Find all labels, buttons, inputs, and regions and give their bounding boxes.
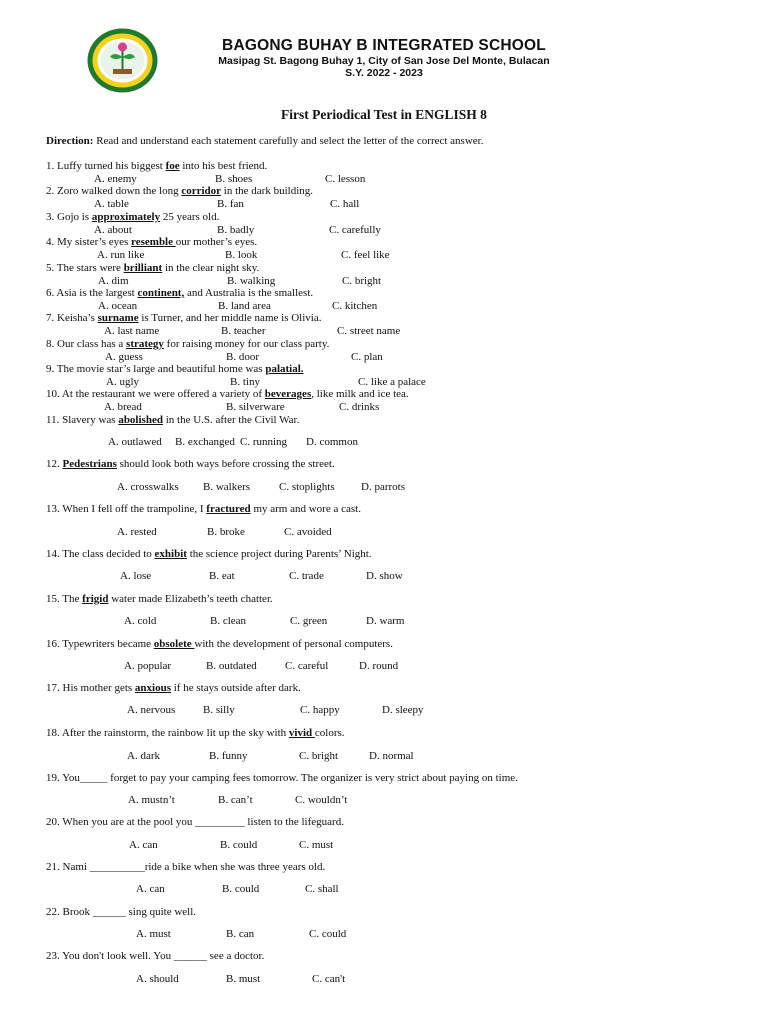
- question-text: 10. At the restaurant we were offered a variety of: [46, 388, 265, 400]
- question-10: [46, 388, 409, 401]
- question-text: 1. Luffy turned his biggest: [46, 160, 166, 172]
- key-word: abolished: [118, 414, 163, 426]
- question-8: [46, 338, 329, 351]
- question-18: [46, 727, 345, 740]
- answer-choice: A. table: [94, 198, 129, 210]
- question-text: , like milk and ice tea.: [311, 388, 409, 400]
- question-text: 7. Keisha’s: [46, 312, 98, 324]
- answer-choice: B. land area: [218, 300, 271, 312]
- direction-text: Read and understand each statement carefully and select the letter of the correct answer.: [93, 135, 484, 147]
- answer-choice: B. teacher: [221, 325, 266, 337]
- question-5: [46, 262, 259, 275]
- question-text: 17. His mother gets: [46, 682, 135, 694]
- key-word: exhibit: [154, 548, 187, 560]
- answer-choice: A. dim: [98, 275, 129, 287]
- question-9: [46, 363, 304, 376]
- school-year: S.Y. 2022 - 2023: [345, 67, 423, 79]
- answer-choice: A. cold: [124, 615, 157, 627]
- answer-choice: A. ocean: [98, 300, 138, 312]
- answer-choice: C. could: [309, 928, 347, 940]
- answer-choice: D. common: [306, 436, 358, 448]
- key-word: beverages: [264, 388, 312, 400]
- question-text: 3. Gojo is: [46, 211, 92, 223]
- question-text: if he stays outside after dark.: [171, 682, 301, 694]
- key-word: obsolete: [153, 638, 195, 650]
- question-20: [46, 816, 344, 829]
- question-text: should look both ways before crossing the street.: [116, 458, 335, 470]
- answer-choice: C. feel like: [341, 249, 390, 261]
- question-text: in the dark building.: [221, 185, 314, 197]
- answer-choice: C. plan: [351, 351, 383, 363]
- question-text: 14. The class decided to: [46, 548, 155, 560]
- answer-choice: C. shall: [305, 883, 339, 895]
- answer-choice: B. exchanged: [175, 436, 235, 448]
- question-7: [46, 312, 321, 325]
- answer-choice: B. walking: [227, 275, 276, 287]
- key-word: Pedestrians: [62, 458, 117, 470]
- question-6: [46, 287, 313, 300]
- answer-choice: D. round: [359, 660, 399, 672]
- question-text: 4. My sister’s eyes: [46, 236, 132, 248]
- key-word: strategy: [126, 338, 164, 350]
- question-text: the science project during Parents’ Night.: [186, 548, 372, 560]
- school-address: Masipag St. Bagong Buhay 1, City of San Jose Del Monte, Bulacan: [218, 55, 550, 67]
- question-text: 22. Brook ______ sing quite well.: [46, 906, 197, 918]
- question-14: [46, 548, 372, 561]
- answer-choice: B. outdated: [206, 660, 257, 672]
- answer-choice: B. could: [222, 883, 260, 895]
- key-word: palatial.: [265, 363, 304, 375]
- answer-choice: B. look: [225, 249, 258, 261]
- question-text: 2. Zoro walked down the long: [46, 185, 182, 197]
- question-text: in the clear night sky.: [162, 262, 260, 274]
- answer-choice: C. running: [240, 436, 288, 448]
- answer-choice: D. normal: [369, 750, 414, 762]
- question-text: in the U.S. after the Civil War.: [162, 414, 300, 426]
- answer-choice: C. can't: [312, 973, 346, 985]
- key-word: corridor: [181, 185, 222, 197]
- answer-choice: B. walkers: [203, 481, 251, 493]
- answer-choice: A. nervous: [127, 704, 176, 716]
- key-word: resemble: [131, 236, 176, 248]
- question-11: [46, 414, 299, 427]
- answer-choice: D. parrots: [361, 481, 405, 493]
- answer-choice: A. ugly: [106, 376, 139, 388]
- question-text: 8. Our class has a: [46, 338, 127, 350]
- answer-choice: C. trade: [289, 570, 324, 582]
- question-text: 18. After the rainstorm, the rainbow lit up the sky with: [46, 727, 289, 739]
- answer-choice: C. drinks: [339, 401, 380, 413]
- answer-choice: B. broke: [207, 526, 245, 538]
- answer-choice: A. bread: [104, 401, 142, 413]
- answer-choice: B. could: [220, 839, 258, 851]
- answer-choice: B. tiny: [230, 376, 260, 388]
- key-word: approximately: [91, 211, 161, 223]
- question-13: [46, 503, 361, 516]
- answer-choice: C. bright: [299, 750, 339, 762]
- question-text: is Turner, and her middle name is Olivia.: [138, 312, 322, 324]
- answer-choice: C. street name: [337, 325, 401, 337]
- answer-choice: B. badly: [217, 224, 255, 236]
- answer-choice: A. can: [136, 883, 165, 895]
- question-text: and Australia is the smallest.: [184, 287, 314, 299]
- question-15: [46, 593, 273, 606]
- answer-choice: B. shoes: [215, 173, 253, 185]
- question-text: 23. You don't look well. You ______ see a doctor.: [46, 950, 265, 962]
- key-word: foe: [165, 160, 180, 172]
- question-text: our mother’s eyes.: [175, 236, 258, 248]
- answer-choice: C. happy: [300, 704, 340, 716]
- question-text: 5. The stars were: [46, 262, 124, 274]
- question-text: 19. You_____ forget to pay your camping fees tomorrow. The organizer is very strict about paying on time.: [46, 772, 518, 784]
- question-21: [46, 861, 325, 874]
- answer-choice: D. warm: [366, 615, 405, 627]
- key-word: fractured: [206, 503, 251, 515]
- key-word: anxious: [134, 682, 171, 694]
- answer-choice: B. silverware: [226, 401, 285, 413]
- answer-choice: C. carefully: [329, 224, 381, 236]
- answer-choice: D. sleepy: [382, 704, 424, 716]
- test-title: First Periodical Test in ENGLISH 8: [281, 107, 487, 122]
- answer-choice: C. lesson: [325, 173, 366, 185]
- answer-choice: A. dark: [127, 750, 160, 762]
- question-text: my arm and wore a cast.: [250, 503, 361, 515]
- answer-choice: A. must: [136, 928, 171, 940]
- question-text: for raising money for our class party.: [163, 338, 330, 350]
- question-22: [46, 906, 196, 919]
- question-16: [46, 638, 393, 651]
- answer-choice: A. can: [129, 839, 158, 851]
- answer-choice: B. silly: [203, 704, 235, 716]
- answer-choice: A. enemy: [94, 173, 137, 185]
- question-text: 11. Slavery was: [46, 414, 119, 426]
- answer-choice: B. funny: [209, 750, 248, 762]
- answer-choice: C. green: [290, 615, 328, 627]
- key-word: surname: [97, 312, 139, 324]
- answer-choice: A. last name: [104, 325, 160, 337]
- answer-choice: A. about: [94, 224, 132, 236]
- question-text: colors.: [314, 727, 345, 739]
- question-text: water made Elizabeth’s teeth chatter.: [108, 593, 273, 605]
- question-17: [46, 682, 301, 695]
- answer-choice: C. wouldn’t: [295, 794, 348, 806]
- question-23: [46, 950, 264, 963]
- question-text: 9. The movie star’s large and beautiful home was: [46, 363, 266, 375]
- question-text: 20. When you are at the pool you _________ listen to the lifeguard.: [46, 816, 344, 828]
- question-text: 12.: [46, 458, 63, 470]
- answer-choice: C. like a palace: [358, 376, 426, 388]
- answer-choice: D. show: [366, 570, 403, 582]
- key-word: frigid: [82, 593, 109, 605]
- key-word: continent,: [137, 287, 185, 299]
- answer-choice: A. mustn’t: [128, 794, 175, 806]
- answer-choice: B. can’t: [218, 794, 253, 806]
- answer-choice: A. guess: [105, 351, 143, 363]
- answer-choice: A. rested: [117, 526, 157, 538]
- answer-choice: C. bright: [342, 275, 382, 287]
- question-text: 21. Nami __________ride a bike when she was three years old.: [46, 861, 326, 873]
- answer-choice: A. should: [136, 973, 179, 985]
- answer-choice: B. door: [226, 351, 259, 363]
- answer-choice: C. kitchen: [332, 300, 378, 312]
- answer-choice: A. lose: [120, 570, 152, 582]
- answer-choice: C. stoplights: [279, 481, 335, 493]
- answer-choice: A. run like: [97, 249, 145, 261]
- question-1: [46, 160, 267, 173]
- key-word: vivid: [288, 727, 315, 739]
- question-4: [46, 236, 257, 249]
- answer-choice: B. fan: [217, 198, 244, 210]
- answer-choice: C. avoided: [284, 526, 332, 538]
- answer-choice: A. crosswalks: [117, 481, 179, 493]
- answer-choice: B. clean: [210, 615, 247, 627]
- answer-choice: C. careful: [285, 660, 329, 672]
- answer-choice: C. hall: [330, 198, 360, 210]
- direction: [46, 135, 483, 147]
- question-text: 13. When I fell off the trampoline, I: [46, 503, 207, 515]
- school-seal-icon: [86, 27, 159, 94]
- question-3: [46, 211, 219, 224]
- answer-choice: C. must: [299, 839, 334, 851]
- question-text: into his best friend.: [179, 160, 268, 172]
- answer-choice: A. popular: [124, 660, 172, 672]
- answer-choice: B. must: [226, 973, 261, 985]
- question-text: 16. Typewriters became: [46, 638, 154, 650]
- answer-choice: B. eat: [209, 570, 235, 582]
- question-text: 25 years old.: [160, 211, 220, 223]
- school-name: BAGONG BUHAY B INTEGRATED SCHOOL: [222, 37, 546, 54]
- question-19: [46, 772, 518, 785]
- answer-choice: B. can: [226, 928, 255, 940]
- question-text: 6. Asia is the largest: [46, 287, 138, 299]
- question-text: 15. The: [46, 593, 83, 605]
- direction-label: Direction:: [46, 135, 94, 147]
- question-12: [46, 458, 335, 471]
- answer-choice: A. outlawed: [108, 436, 162, 448]
- key-word: brilliant: [123, 262, 163, 274]
- question-text: with the development of personal computers.: [194, 638, 393, 650]
- question-2: [46, 185, 313, 198]
